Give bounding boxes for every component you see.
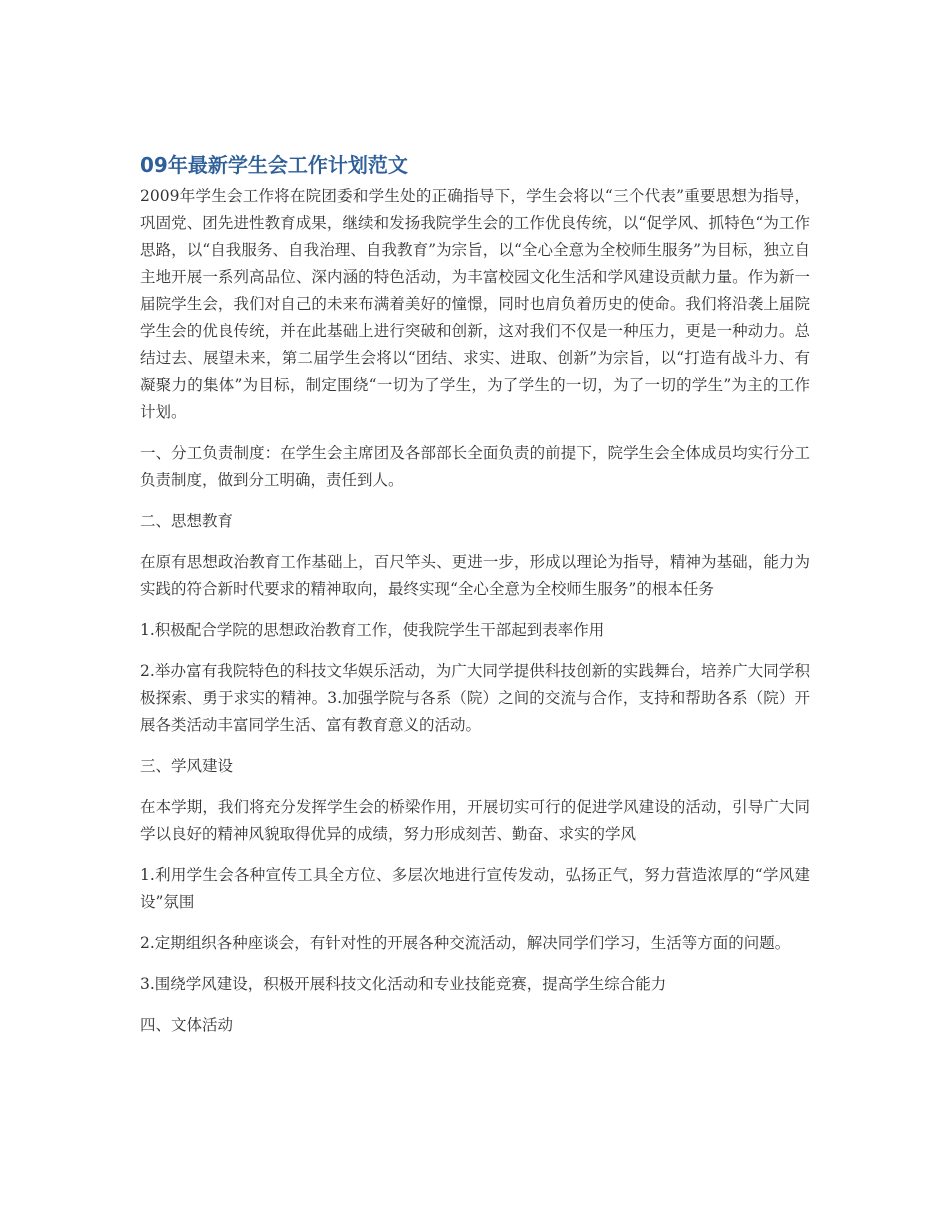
study-style-item-1: 1.利用学生会各种宣传工具全方位、多层次地进行宣传发动，弘扬正气，努力营造浓厚的“学风建设”氛围 (140, 866, 810, 911)
document-page (140, 150, 810, 1053)
ideological-item-2: 2.举办富有我院特色的科技文华娱乐活动，为广大同学提供科技创新的实践舞台，培养广大同学积极探索、勇于求实的精神。3.加强学院与各系（院）之间的交流与合作，支持和帮助各系（院）开展各类活动丰富同学生活、富有教育意义的活动。 (140, 662, 810, 734)
study-style-item-3: 3.围绕学风建设，积极开展科技文化活动和专业技能竞赛，提高学生综合能力 (140, 975, 667, 993)
section-heading-ideological-education: 二、思想教育 (140, 512, 234, 530)
section-heading-cultural-sports: 四、文体活动 (140, 1016, 234, 1034)
intro-paragraph: 2009年学生会工作将在院团委和学生处的正确指导下，学生会将以“三个代表”重要思想为指导，巩固党、团先进性教育成果，继续和发扬我院学生会的工作优良传统，以“促学风、抓特色“为工作思路，以“自我服务、自我治理、自我教育”为宗旨，以“全心全意为全校师生服务”为目标，独立自主地开展一系列高品位、深内涵的特色活动，为丰富校园文化生活和学风建设贡献力量。作为新一届院学生会，我们对自己的未来布满着美好的憧憬，同时也肩负着历史的使命。我们将沿袭上届院学生会的优良传统，并在此基础上进行突破和创新，这对我们不仅是一种压力，更是一种动力。总结过去、展望未来，第二届学生会将以“团结、求实、进取、创新”为宗旨，以“打造有战斗力、有凝聚力的集体”为目标，制定围绕“一切为了学生，为了学生的一切，为了一切的学生”为主的工作计划。 (140, 187, 810, 421)
ideological-item-1: 1.积极配合学院的思想政治教育工作，使我院学生干部起到表率作用 (140, 621, 605, 639)
section-heading-study-style: 三、学风建设 (140, 757, 234, 775)
study-style-paragraph: 在本学期，我们将充分发挥学生会的桥梁作用，开展切实可行的促进学风建设的活动，引导广大同学以良好的精神风貌取得优异的成绩，努力形成刻苦、勤奋、求实的学风 (140, 798, 810, 843)
ideological-education-paragraph: 在原有思想政治教育工作基础上，百尺竿头、更进一步，形成以理论为指导，精神为基础，能力为实践的符合新时代要求的精神取向，最终实现“全心全意为全校师生服务”的根本任务 (140, 553, 810, 598)
section-division-of-labor: 一、分工负责制度：在学生会主席团及各部部长全面负责的前提下，院学生会全体成员均实行分工负责制度，做到分工明确，责任到人。 (140, 444, 810, 489)
document-title: 09年最新学生会工作计划范文 (140, 153, 408, 177)
study-style-item-2: 2.定期组织各种座谈会，有针对性的开展各种交流活动，解决同学们学习，生活等方面的问题。 (140, 934, 791, 952)
